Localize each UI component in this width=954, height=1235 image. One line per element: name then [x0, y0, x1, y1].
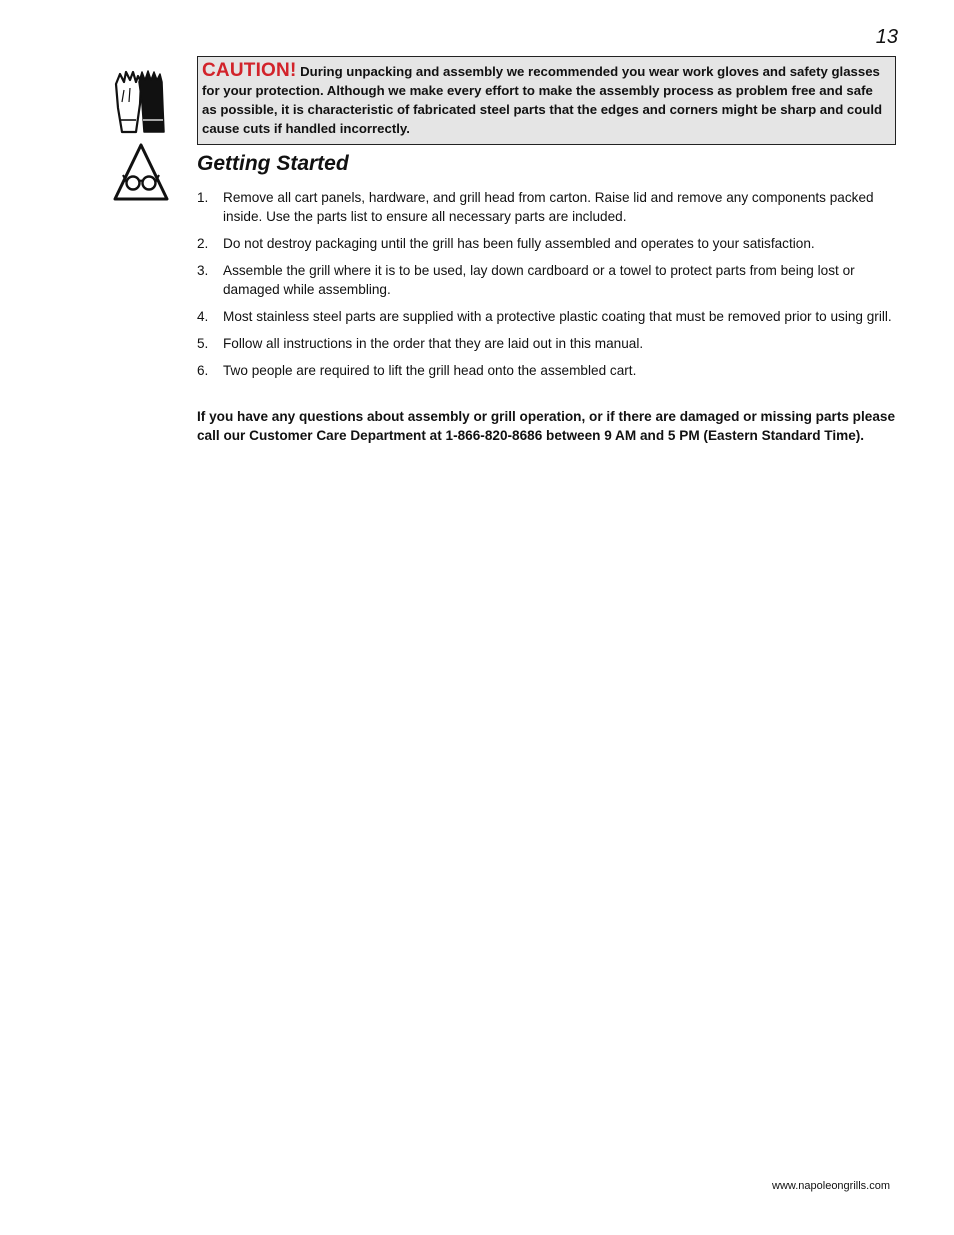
steps-list — [197, 188, 897, 388]
step-text: Follow all instructions in the order that they are laid out in this manual. — [223, 336, 644, 351]
step-number: 6. — [197, 363, 209, 378]
caution-label: CAUTION! — [202, 60, 297, 81]
step-text: Assemble the grill where it is to be used, lay down cardboard or a towel to protect parts from being lost or damaged while assembling. — [223, 263, 855, 297]
list-item — [197, 361, 897, 380]
step-number: 1. — [197, 190, 209, 205]
step-text: Do not destroy packaging until the grill has been fully assembled and operates to your satisfaction. — [223, 236, 815, 251]
step-number: 3. — [197, 263, 209, 278]
list-item — [197, 307, 897, 326]
work-gloves-icon — [112, 68, 168, 134]
step-number: 4. — [197, 309, 209, 324]
list-item — [197, 188, 897, 226]
list-item — [197, 261, 897, 299]
list-item — [197, 334, 897, 353]
contact-note: If you have any questions about assembly or grill operation, or if there are damaged or missing parts please call our Customer Care Department at 1-866-820-8686 between 9 AM and 5 PM (Eastern Standard Time). — [197, 409, 896, 443]
caution-text: During unpacking and assembly we recommended you wear work gloves and safety glasses for your protection. Although we make every effort to make the assembly process as problem free and safe as possible, it is characteristic of fabricated steel parts that the edges and corners might be sharp and could cause cuts if handled incorrectly. — [202, 64, 883, 136]
caution-box — [197, 56, 896, 145]
page-number: 13 — [875, 26, 898, 48]
step-text: Most stainless steel parts are supplied with a protective plastic coating that must be removed prior to using grill. — [223, 309, 892, 324]
step-text: Two people are required to lift the grill head onto the assembled cart. — [223, 363, 637, 378]
footer-url[interactable]: www.napoleongrills.com — [772, 1180, 890, 1192]
section-title: Getting Started — [197, 152, 349, 175]
list-item — [197, 234, 897, 253]
step-number: 5. — [197, 336, 209, 351]
step-number: 2. — [197, 236, 209, 251]
step-text: Remove all cart panels, hardware, and grill head from carton. Raise lid and remove any components packed inside. Use the parts list to ensure all necessary parts are included. — [223, 190, 874, 224]
safety-glasses-warning-icon — [112, 142, 170, 202]
